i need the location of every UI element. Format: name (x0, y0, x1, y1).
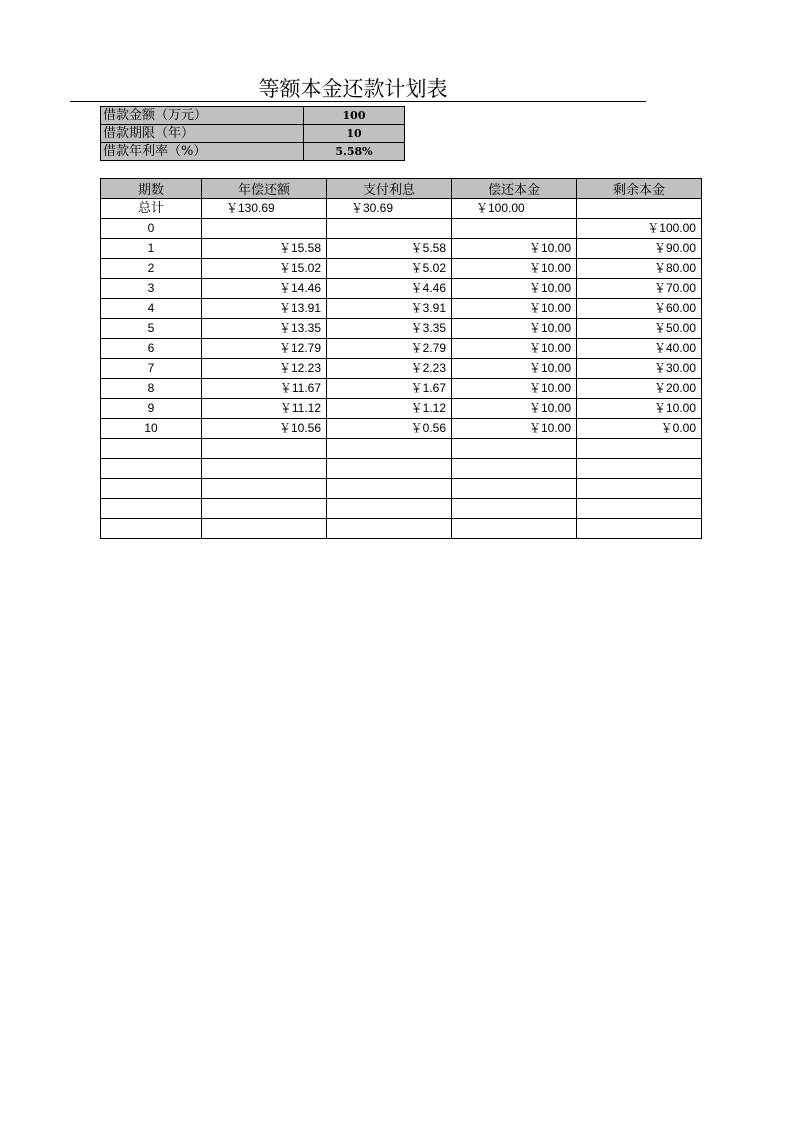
param-label[interactable]: 借款期限（年） (101, 125, 304, 143)
param-row-amount (101, 107, 405, 125)
empty-cell[interactable] (327, 479, 452, 499)
empty-row (101, 459, 702, 479)
interest-cell[interactable]: ￥5.02 (327, 259, 452, 279)
empty-cell[interactable] (202, 519, 327, 539)
payment-cell[interactable]: ￥13.91 (202, 299, 327, 319)
schedule-header-row (101, 179, 702, 199)
empty-cell[interactable] (577, 499, 702, 519)
remaining-cell[interactable]: ￥90.00 (577, 239, 702, 259)
table-row (101, 299, 702, 319)
principal-cell[interactable]: ￥10.00 (452, 239, 577, 259)
empty-cell[interactable] (327, 499, 452, 519)
loan-params-table (100, 106, 405, 161)
empty-cell[interactable] (452, 479, 577, 499)
period-cell[interactable]: 1 (101, 239, 202, 259)
empty-cell[interactable] (101, 479, 202, 499)
remaining-cell[interactable]: ￥60.00 (577, 299, 702, 319)
principal-cell[interactable]: ￥10.00 (452, 279, 577, 299)
period-cell[interactable]: 9 (101, 399, 202, 419)
payment-cell[interactable]: ￥12.79 (202, 339, 327, 359)
principal-cell[interactable]: ￥10.00 (452, 299, 577, 319)
period-cell[interactable]: 8 (101, 379, 202, 399)
table-row (101, 419, 702, 439)
payment-cell[interactable]: ￥15.02 (202, 259, 327, 279)
principal-cell[interactable]: ￥10.00 (452, 379, 577, 399)
empty-cell[interactable] (202, 439, 327, 459)
table-row (101, 339, 702, 359)
interest-cell[interactable]: ￥2.79 (327, 339, 452, 359)
remaining-cell[interactable]: ￥0.00 (577, 419, 702, 439)
period-cell[interactable]: 10 (101, 419, 202, 439)
empty-cell[interactable] (577, 439, 702, 459)
remaining-cell[interactable]: ￥20.00 (577, 379, 702, 399)
empty-cell[interactable] (202, 499, 327, 519)
payment-cell[interactable]: ￥10.56 (202, 419, 327, 439)
remaining-cell[interactable]: ￥100.00 (577, 219, 702, 239)
empty-row (101, 439, 702, 459)
empty-cell[interactable] (101, 459, 202, 479)
interest-cell[interactable]: ￥3.35 (327, 319, 452, 339)
empty-row (101, 519, 702, 539)
table-row (101, 259, 702, 279)
remaining-cell[interactable]: ￥70.00 (577, 279, 702, 299)
interest-cell[interactable]: ￥3.91 (327, 299, 452, 319)
period-cell[interactable]: 4 (101, 299, 202, 319)
period-cell[interactable]: 0 (101, 219, 202, 239)
param-row-rate (101, 143, 405, 161)
table-row (101, 399, 702, 419)
payment-cell[interactable]: ￥15.58 (202, 239, 327, 259)
period-cell[interactable]: 6 (101, 339, 202, 359)
table-row (101, 219, 702, 239)
empty-cell[interactable] (452, 499, 577, 519)
page-title: 等额本金还款计划表 (258, 77, 448, 101)
total-label[interactable]: 总计 (101, 199, 202, 219)
period-cell[interactable]: 5 (101, 319, 202, 339)
total-principal[interactable]: ￥100.00 (452, 199, 577, 219)
principal-cell[interactable]: ￥10.00 (452, 399, 577, 419)
column-header-payment[interactable]: 年偿还额 (202, 179, 327, 199)
table-row (101, 239, 702, 259)
table-row (101, 319, 702, 339)
principal-cell[interactable] (452, 219, 577, 239)
payment-cell[interactable]: ￥13.35 (202, 319, 327, 339)
total-row (101, 199, 702, 219)
payment-cell[interactable]: ￥11.67 (202, 379, 327, 399)
principal-cell[interactable]: ￥10.00 (452, 419, 577, 439)
principal-cell[interactable]: ￥10.00 (452, 359, 577, 379)
payment-cell[interactable]: ￥12.23 (202, 359, 327, 379)
remaining-cell[interactable]: ￥10.00 (577, 399, 702, 419)
column-header-interest[interactable]: 支付利息 (327, 179, 452, 199)
empty-cell[interactable] (101, 519, 202, 539)
empty-cell[interactable] (101, 499, 202, 519)
param-value[interactable]: 5.58% (304, 143, 405, 161)
column-header-remaining[interactable]: 剩余本金 (577, 179, 702, 199)
period-cell[interactable]: 3 (101, 279, 202, 299)
empty-cell[interactable] (327, 519, 452, 539)
empty-cell[interactable] (577, 519, 702, 539)
total-interest[interactable]: ￥30.69 (327, 199, 452, 219)
param-label[interactable]: 借款年利率（%） (101, 143, 304, 161)
interest-cell[interactable] (327, 219, 452, 239)
table-row (101, 279, 702, 299)
empty-cell[interactable] (577, 459, 702, 479)
param-row-term (101, 125, 405, 143)
total-payment[interactable]: ￥130.69 (202, 199, 327, 219)
param-value[interactable]: 100 (304, 107, 405, 125)
principal-cell[interactable]: ￥10.00 (452, 259, 577, 279)
column-header-period[interactable]: 期数 (101, 179, 202, 199)
table-row (101, 379, 702, 399)
empty-cell[interactable] (101, 439, 202, 459)
period-cell[interactable]: 2 (101, 259, 202, 279)
remaining-cell[interactable]: ￥30.00 (577, 359, 702, 379)
interest-cell[interactable]: ￥2.23 (327, 359, 452, 379)
empty-row (101, 479, 702, 499)
empty-cell[interactable] (202, 479, 327, 499)
empty-cell[interactable] (327, 459, 452, 479)
param-label[interactable]: 借款金额（万元） (101, 107, 304, 125)
empty-row (101, 499, 702, 519)
empty-cell[interactable] (577, 479, 702, 499)
empty-cell[interactable] (327, 439, 452, 459)
remaining-cell[interactable]: ￥80.00 (577, 259, 702, 279)
principal-cell[interactable]: ￥10.00 (452, 319, 577, 339)
interest-cell[interactable]: ￥1.12 (327, 399, 452, 419)
payment-cell[interactable]: ￥14.46 (202, 279, 327, 299)
empty-cell[interactable] (452, 459, 577, 479)
interest-cell[interactable]: ￥0.56 (327, 419, 452, 439)
period-cell[interactable]: 7 (101, 359, 202, 379)
total-remaining[interactable] (577, 199, 702, 219)
title-underline (70, 101, 646, 102)
repayment-schedule-table (100, 178, 702, 539)
interest-cell[interactable]: ￥5.58 (327, 239, 452, 259)
param-value[interactable]: 10 (304, 125, 405, 143)
interest-cell[interactable]: ￥1.67 (327, 379, 452, 399)
remaining-cell[interactable]: ￥40.00 (577, 339, 702, 359)
empty-cell[interactable] (202, 459, 327, 479)
remaining-cell[interactable]: ￥50.00 (577, 319, 702, 339)
payment-cell[interactable] (202, 219, 327, 239)
empty-cell[interactable] (452, 519, 577, 539)
principal-cell[interactable]: ￥10.00 (452, 339, 577, 359)
column-header-principal[interactable]: 偿还本金 (452, 179, 577, 199)
interest-cell[interactable]: ￥4.46 (327, 279, 452, 299)
empty-cell[interactable] (452, 439, 577, 459)
payment-cell[interactable]: ￥11.12 (202, 399, 327, 419)
table-row (101, 359, 702, 379)
